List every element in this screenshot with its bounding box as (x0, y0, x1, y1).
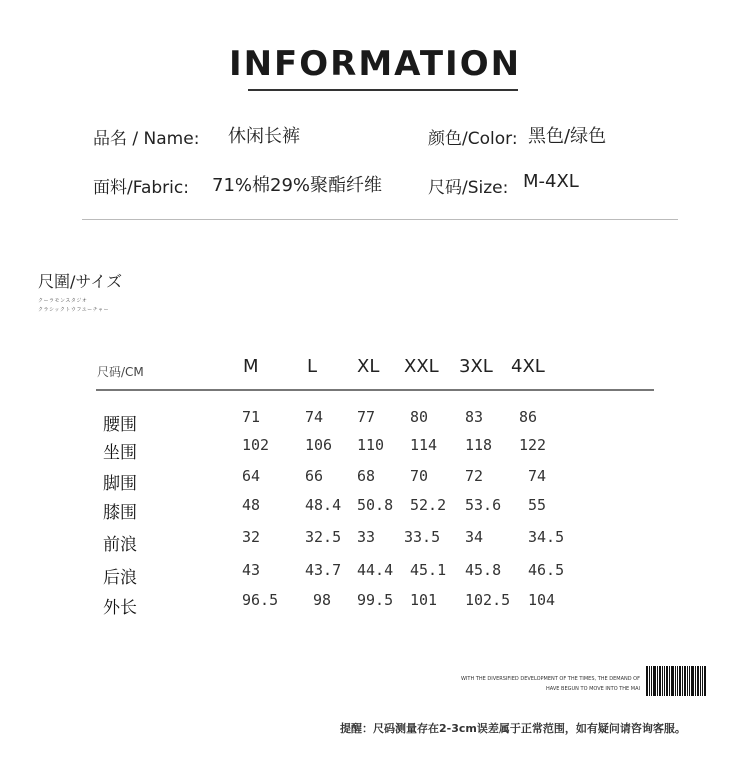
table-cell: 122 (519, 436, 547, 454)
title-underline (248, 89, 518, 91)
color-label: 颜色/Color: (428, 129, 518, 149)
barcode-bar (697, 666, 699, 696)
table-cell: 74 (305, 408, 324, 426)
table-cell: 33 (357, 528, 376, 546)
table-cell: 46.5 (528, 561, 565, 579)
table-row-label: 外长 (103, 598, 137, 618)
table-cell: 102 (242, 436, 270, 454)
barcode-bar (689, 666, 690, 696)
side-note-line-1: WITH THE DIVERSIFIED DEVELOPMENT OF THE TIMES, THE DEMAND OF (461, 676, 640, 682)
barcode-bar (682, 666, 683, 696)
table-cell: 68 (357, 467, 376, 485)
table-cell: 106 (305, 436, 333, 454)
column-header-m: M (243, 356, 259, 377)
barcode-bar (669, 666, 670, 696)
table-cell: 43.7 (305, 561, 342, 579)
table-cell: 32 (242, 528, 261, 546)
column-header-xl: XL (357, 356, 380, 377)
table-cell: 102.5 (465, 591, 511, 609)
size-label: 尺码/Size: (428, 178, 509, 198)
table-cell: 32.5 (305, 528, 342, 546)
table-cell: 86 (519, 408, 538, 426)
table-cell: 101 (410, 591, 438, 609)
barcode-bar (704, 666, 706, 696)
column-header-l: L (307, 356, 318, 377)
barcode-bar (679, 666, 681, 696)
fabric-label: 面料/Fabric: (93, 178, 189, 198)
table-cell: 110 (357, 436, 385, 454)
table-cell: 64 (242, 467, 261, 485)
table-cell: 34.5 (528, 528, 565, 546)
size-section-heading: 尺圍/サイズ (38, 272, 123, 291)
side-note-line-2: HAVE BEGUN TO MOVE INTO THE MAI (546, 686, 640, 692)
page-title: INFORMATION (228, 44, 522, 84)
size-value: M-4XL (523, 171, 579, 192)
barcode-bar (702, 666, 703, 696)
table-row-label: 坐围 (103, 443, 137, 463)
barcode-bar (662, 666, 663, 696)
table-row-label: 前浪 (103, 535, 137, 555)
table-cell: 48.4 (305, 496, 342, 514)
table-cell: 71 (242, 408, 261, 426)
barcode-bar (666, 666, 668, 696)
table-cell: 74 (528, 467, 547, 485)
table-cell: 52.2 (410, 496, 447, 514)
table-cell: 114 (410, 436, 438, 454)
barcode-bar (700, 666, 701, 696)
barcode-bar (684, 666, 686, 696)
section-divider (82, 219, 678, 220)
table-cell: 118 (465, 436, 493, 454)
table-cell: 66 (305, 467, 324, 485)
column-header-4xl: 4XL (511, 356, 545, 377)
table-cell: 72 (465, 467, 484, 485)
barcode-bar (653, 666, 656, 696)
table-row-label: 腰围 (103, 415, 137, 435)
table-cell: 48 (242, 496, 261, 514)
barcode-bar (659, 666, 661, 696)
barcode-bar (677, 666, 678, 696)
barcode-bar (649, 666, 650, 696)
name-value: 休闲长裤 (228, 126, 300, 147)
column-header-xxl: XXL (404, 356, 439, 377)
table-cell: 45.8 (465, 561, 502, 579)
barcode-bar (675, 666, 676, 696)
table-row-label: 后浪 (103, 568, 137, 588)
name-label: 品名 / Name: (93, 129, 200, 149)
table-row-label: 脚围 (103, 474, 137, 494)
table-cell: 45.1 (410, 561, 447, 579)
column-header-3xl: 3XL (459, 356, 493, 377)
table-cell: 33.5 (404, 528, 441, 546)
table-cell: 70 (410, 467, 429, 485)
table-unit-label: 尺码/CM (97, 365, 144, 379)
size-section-subtitle-2: クラシックトウフユーチャー (38, 307, 110, 313)
table-cell: 77 (357, 408, 376, 426)
barcode-graphic (646, 666, 707, 696)
color-value: 黑色/绿色 (528, 126, 607, 147)
table-cell: 50.8 (357, 496, 394, 514)
table-cell: 55 (528, 496, 547, 514)
barcode-bar (657, 666, 658, 696)
table-cell: 104 (528, 591, 556, 609)
table-row-label: 膝围 (103, 503, 137, 523)
table-header-rule (96, 389, 654, 391)
table-cell: 80 (410, 408, 429, 426)
table-cell: 96.5 (242, 591, 279, 609)
table-cell: 98 (313, 591, 332, 609)
size-section-subtitle-1: クーラモンスタジオ (38, 298, 88, 304)
barcode-bar (664, 666, 665, 696)
barcode-bar (691, 666, 694, 696)
barcode-bar (651, 666, 652, 696)
table-cell: 83 (465, 408, 484, 426)
barcode-bar (687, 666, 688, 696)
table-cell: 53.6 (465, 496, 502, 514)
table-cell: 99.5 (357, 591, 394, 609)
table-cell: 43 (242, 561, 261, 579)
barcode-bar (695, 666, 696, 696)
table-cell: 34 (465, 528, 484, 546)
fabric-value: 71%棉29%聚酯纤维 (212, 175, 383, 196)
barcode-bar (646, 666, 648, 696)
barcode-bar (671, 666, 674, 696)
table-cell: 44.4 (357, 561, 394, 579)
footer-note: 提醒：尺码测量存在2-3cm误差属于正常范围，如有疑问请咨询客服。 (340, 722, 686, 735)
